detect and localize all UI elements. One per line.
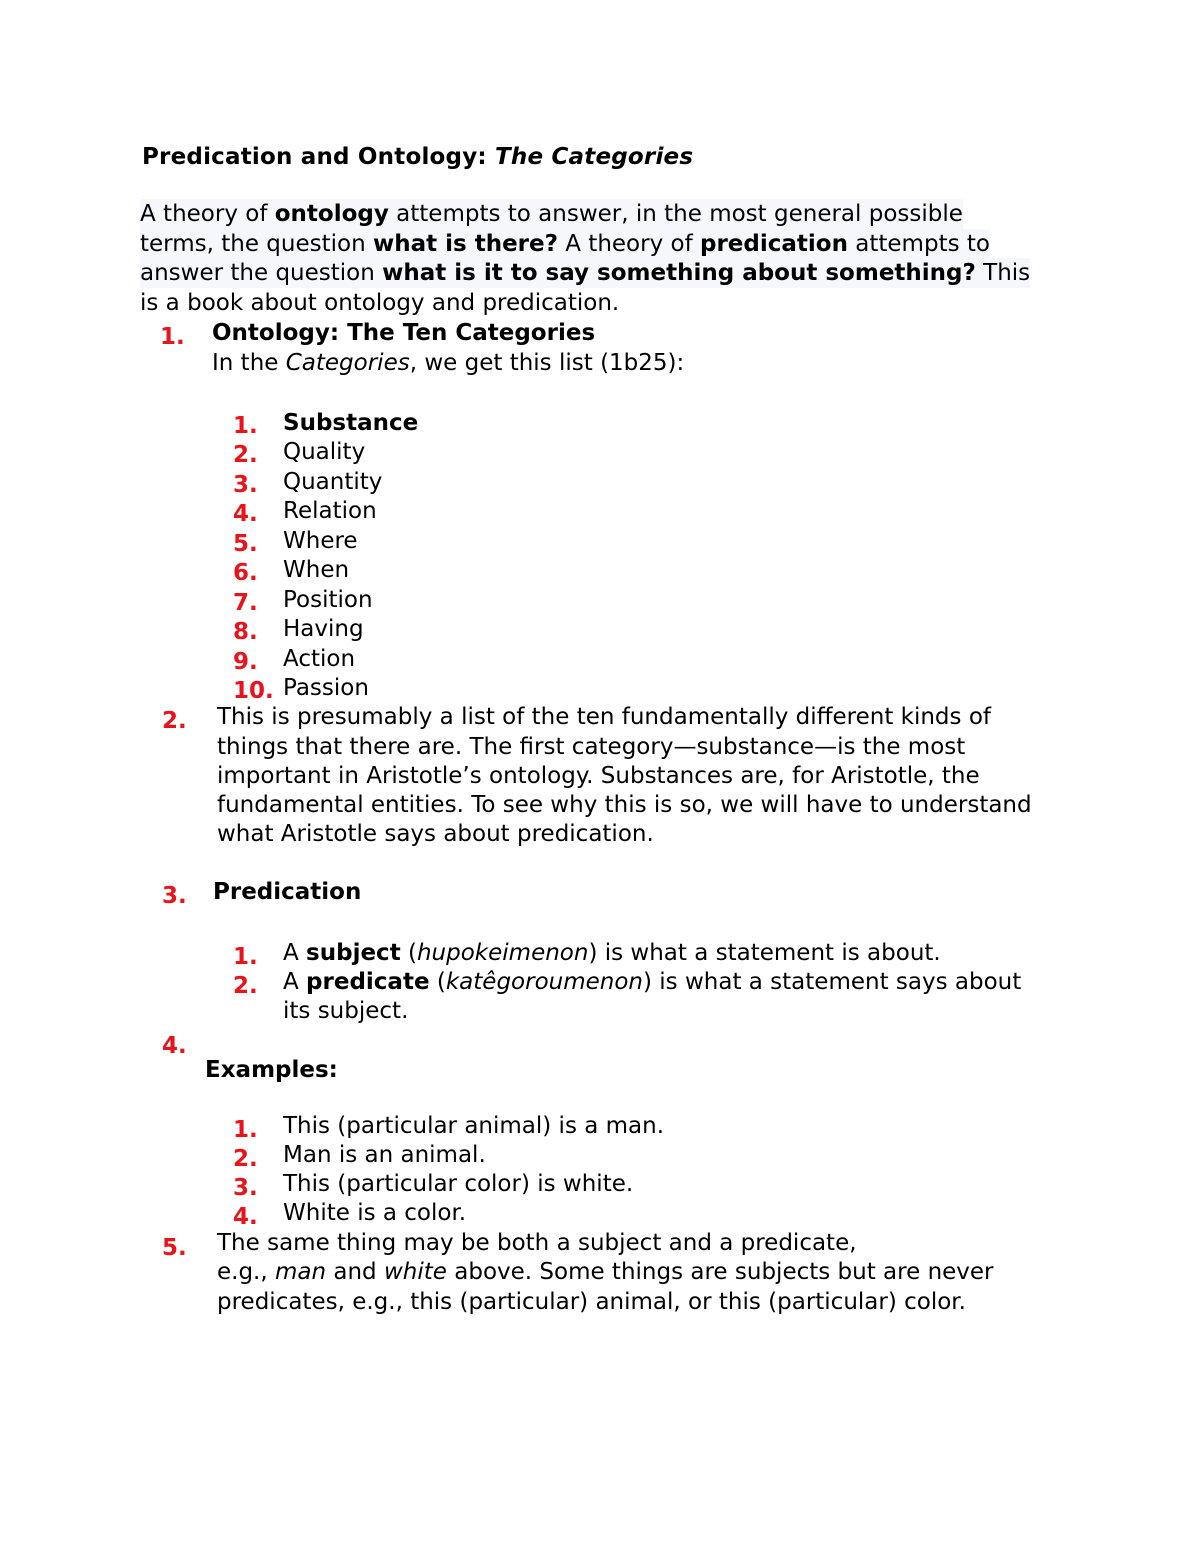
list-number-1: 1. — [160, 324, 185, 350]
category-item: Substance — [283, 410, 419, 436]
example-number: 3. — [233, 1175, 258, 1201]
term-white: white — [383, 1259, 447, 1285]
intro-text: terms, the question — [140, 231, 373, 257]
question-what-is-there: what is there? — [372, 231, 558, 257]
section5-line — [217, 1257, 994, 1287]
section5-line: predicates, e.g., this (particular) animal, or this (particular) color. — [217, 1289, 966, 1315]
list-number-3: 3. — [162, 883, 187, 909]
categories-intro — [212, 348, 684, 378]
category-item: Quality — [283, 439, 366, 465]
example-number: 1. — [233, 1117, 258, 1143]
category-item: Where — [283, 528, 358, 554]
definition-text: A — [283, 940, 307, 966]
intro-text: answer the question — [140, 260, 383, 286]
category-item: When — [283, 557, 350, 583]
category-number: 3. — [233, 472, 258, 498]
intro-line-1 — [140, 199, 963, 229]
term-kategoroumenon: katêgoroumenon — [445, 969, 643, 995]
example-item: This (particular animal) is a man. — [283, 1113, 665, 1139]
category-item: Having — [283, 616, 364, 642]
category-number: 4. — [233, 501, 258, 527]
section2-line: things that there are. The first category—substance—is the most — [217, 734, 966, 760]
term-subject: subject — [306, 940, 401, 966]
predication-number: 2. — [233, 973, 258, 999]
category-number: 8. — [233, 619, 258, 645]
intro-text: attempts to answer, in the most general possible — [388, 201, 963, 227]
section5-text: above. Some things are subjects but are never — [446, 1259, 994, 1285]
section2-line: important in Aristotle’s ontology. Substances are, for Aristotle, the — [217, 763, 980, 789]
term-predication: predication — [700, 231, 848, 257]
definition-text: ) is what a statement says about — [643, 969, 1022, 995]
title-italic: The Categories — [495, 144, 694, 170]
category-item: Action — [283, 646, 356, 672]
category-number: 7. — [233, 590, 258, 616]
term-predicate: predicate — [306, 969, 430, 995]
question-predication: what is it to say something about something? — [382, 260, 976, 286]
intro-text: A theory of — [557, 231, 700, 257]
term-hupokeimenon: hupokeimenon — [416, 940, 589, 966]
example-item: This (particular color) is white. — [283, 1171, 634, 1197]
list-number-4: 4. — [162, 1033, 187, 1059]
category-number: 1. — [233, 413, 258, 439]
example-number: 4. — [233, 1204, 258, 1230]
title-main: Predication and Ontology: — [142, 144, 495, 170]
category-number: 10. — [233, 678, 274, 704]
section-heading-predication: Predication — [213, 879, 362, 905]
predication-number: 1. — [233, 944, 258, 970]
category-number: 6. — [233, 560, 258, 586]
subject-definition — [283, 938, 941, 968]
category-item: Quantity — [283, 469, 383, 495]
list-number-2: 2. — [162, 708, 187, 734]
intro-line-3 — [140, 258, 1030, 288]
category-item: Position — [283, 587, 373, 613]
definition-text: ( — [429, 969, 446, 995]
definition-text: A — [283, 969, 307, 995]
category-number: 5. — [233, 531, 258, 557]
category-number: 9. — [233, 649, 258, 675]
intro-text: A theory of — [140, 201, 275, 227]
intro-line-4: is a book about ontology and predication. — [140, 290, 620, 316]
list-number-5: 5. — [162, 1235, 187, 1261]
section2-line: what Aristotle says about predication. — [217, 821, 654, 847]
intro-text: attempts to — [847, 231, 990, 257]
predicate-definition-cont: its subject. — [283, 998, 409, 1024]
term-ontology: ontology — [274, 201, 389, 227]
intro-line-2 — [140, 229, 990, 259]
example-number: 2. — [233, 1146, 258, 1172]
definition-text: ( — [400, 940, 417, 966]
intro-text: This — [975, 260, 1031, 286]
section2-line: fundamental entities. To see why this is so, we will have to understand — [217, 792, 1032, 818]
predicate-definition — [283, 967, 1021, 997]
categories-intro-text: In the — [212, 350, 286, 376]
section5-line: The same thing may be both a subject and a predicate, — [217, 1230, 857, 1256]
categories-intro-text: , we get this list (1b25): — [409, 350, 685, 376]
section5-text: e.g., — [217, 1259, 275, 1285]
example-item: White is a color. — [283, 1200, 467, 1226]
category-number: 2. — [233, 442, 258, 468]
section-heading-ontology: Ontology: The Ten Categories — [212, 320, 596, 346]
document-title — [142, 142, 693, 172]
example-item: Man is an animal. — [283, 1142, 486, 1168]
examples-heading: Examples: — [205, 1057, 338, 1083]
definition-text: ) is what a statement is about. — [588, 940, 941, 966]
category-item: Relation — [283, 498, 377, 524]
category-item: Passion — [283, 675, 369, 701]
section5-text: and — [326, 1259, 384, 1285]
categories-title: Categories — [285, 350, 410, 376]
section2-line: This is presumably a list of the ten fundamentally different kinds of — [217, 704, 991, 730]
term-man: man — [275, 1259, 327, 1285]
